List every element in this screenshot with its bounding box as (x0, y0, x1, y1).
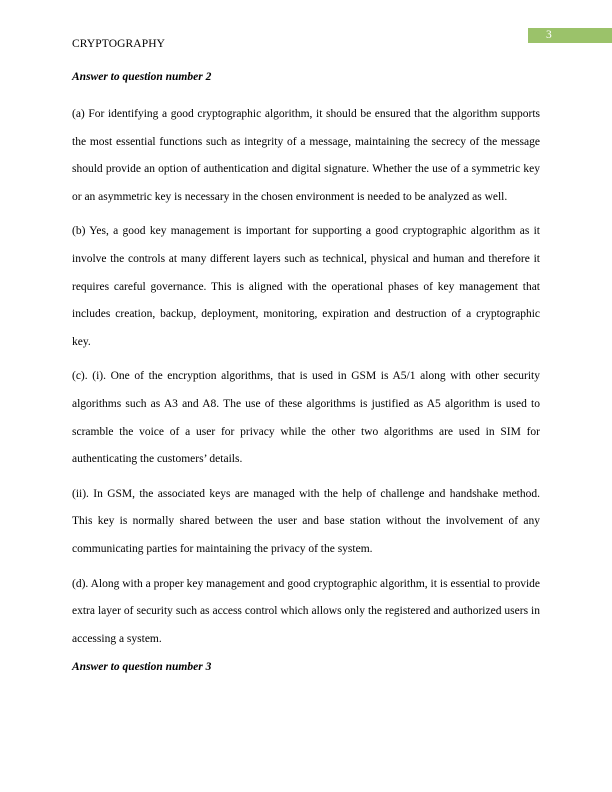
paragraph-b: (b) Yes, a good key management is important for supporting a good cryptographic algorithm as it involve the controls at many different layers such as technical, physical and human and therefore it requires careful governance. This is aligned with the operational phases of key management that includes creation, backup, deployment, monitoring, expiration and destruction of a cryptographic key. (72, 225, 540, 348)
running-header: CRYPTOGRAPHY (72, 38, 166, 50)
page-number: 3 (528, 28, 612, 43)
paragraph-c-i: (c). (i). One of the encryption algorithms, that is used in GSM is A5/1 along with other security algorithms such as A3 and A8. The use of these algorithms is justified as A5 algorithm is used to scramble the voice of a user for privacy while the other two algorithms are used in SIM for authenticating the customers’ details. (72, 370, 540, 466)
heading-question-2: Answer to question number 2 (72, 71, 212, 83)
paragraph-c-ii: (ii). In GSM, the associated keys are managed with the help of challenge and handshake method. This key is normally shared between the user and base station without the involvement of any communicating parties for maintaining the privacy of the system. (72, 487, 540, 555)
paragraph-a: (a) For identifying a good cryptographic algorithm, it should be ensured that the algorithm supports the most essential functions such as integrity of a message, maintaining the secrecy of the message should provide an option of authentication and digital signature. Whether the use of a symmetric key or an asymmetric key is necessary in the chosen environment is needed to be analyzed as well. (72, 108, 540, 203)
paragraph-d: (d). Along with a proper key management and good cryptographic algorithm, it is essential to provide extra layer of security such as access control which allows only the registered and authorized users in accessing a system. (72, 577, 540, 645)
document-body (72, 70, 540, 674)
heading-question-3: Answer to question number 3 (72, 661, 212, 674)
